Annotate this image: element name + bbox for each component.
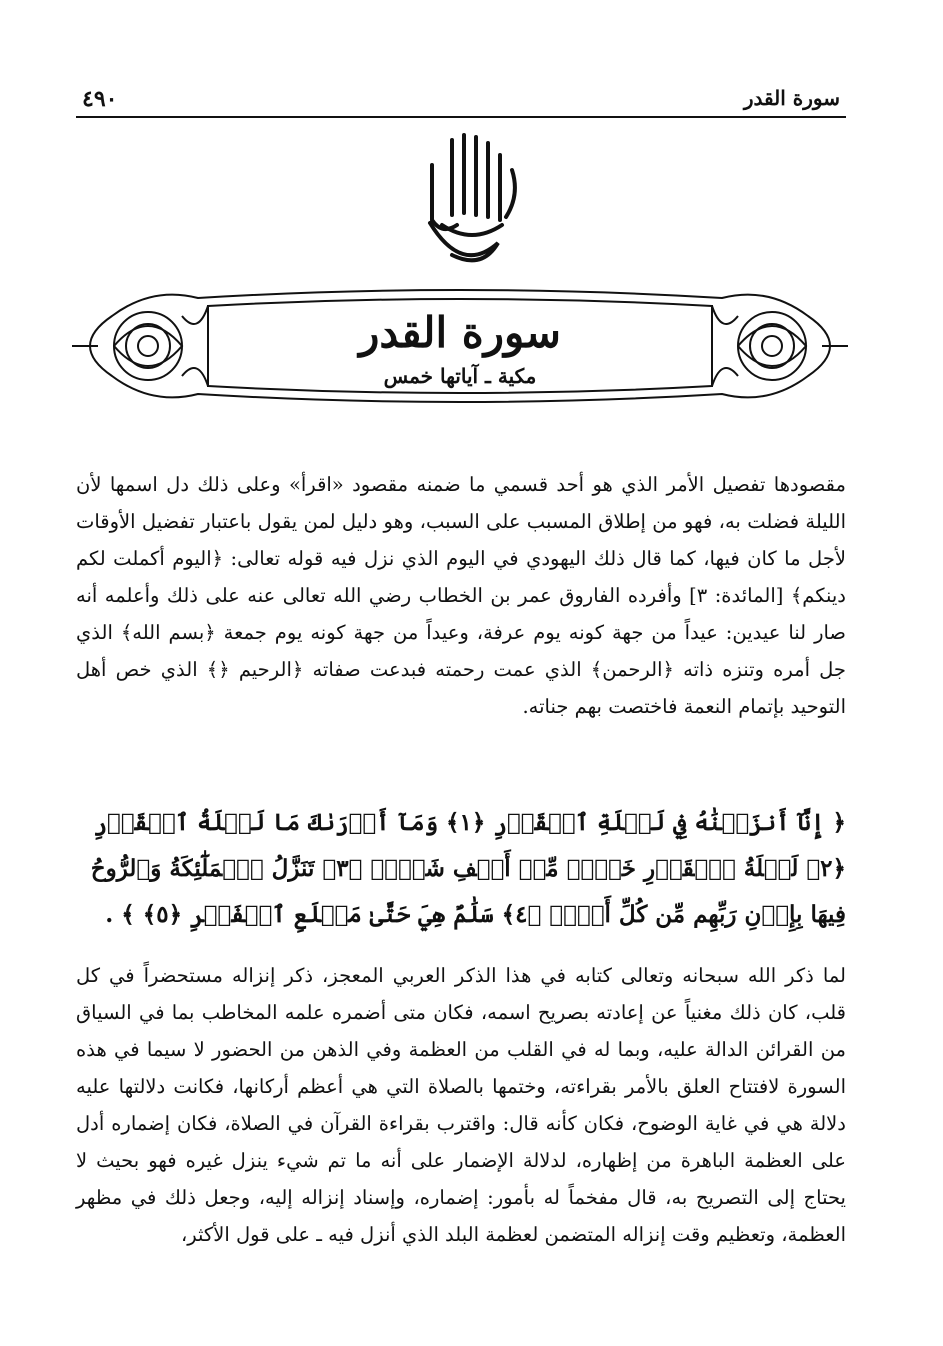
intro-paragraph: مقصودها تفصيل الأمر الذي هو أحد قسمي ما ضمنه مقصود «اقرأ» وعلى ذلك دل اسمها لأن الليلة فضلت به، فهو من إطلاق المسبب على السبب، وهو دليل لمن يقول باعتبار تفضيل الأوقات لأجل ما كان فيها، كما قال ذلك اليهودي في اليوم الذي نزل فيه قوله تعالى: ﴿اليوم أكملت لكم دينكم﴾ [المائدة: ٣] وأفرده الفاروق عمر بن الخطاب رضي الله تعالى عنه على ذلك وأعلمه أنه صار لنا عيدين: عيداً من جهة كونه يوم عرفة، وعيداً من جهة كونه يوم جمعة ﴿بسم الله﴾ الذي جل أمره وتنزه ذاته ﴿الرحمن﴾ الذي عمت رحمته فبدعت صفاته ﴿الرحيم ﴿﴾ الذي خص أهل التوحيد بإتمام النعمة فاختصت بهم جناته.: [76, 473, 846, 718]
page-header: [76, 80, 846, 118]
page-number: ٤٩٠: [82, 86, 118, 112]
quran-verses: ﴿ إِنَّآ أَنزَلۡنَٰهُ فِي لَيۡلَةِ ٱلۡقَدۡرِ ﴿١﴾ وَمَآ أَدۡرَىٰكَ مَا لَيۡلَةُ ٱلۡقَدۡرِ ﴿٢﴾ لَيۡلَةُ ٱلۡقَدۡرِ خَيۡرٞ مِّنۡ أَلۡفِ شَهۡرٖ ﴿٣﴾ تَنَزَّلُ ٱلۡمَلَٰٓئِكَةُ وَٱلرُّوحُ فِيهَا بِإِذۡنِ رَبِّهِم مِّن كُلِّ أَمۡرٖ ﴿٤﴾ سَلَٰمٌ هِيَ حَتَّىٰ مَطۡلَعِ ٱلۡفَجۡرِ ﴿٥﴾ ﴾ .: [90, 809, 846, 928]
surah-name: سورة القدر: [359, 308, 561, 357]
surah-title-frame: [68, 276, 852, 416]
surah-info: مكية ـ آياتها خمس: [383, 364, 537, 388]
commentary-paragraph: لما ذكر الله سبحانه وتعالى كتابه في هذا الذكر العربي المعجز، ذكر إنزاله مستحضراً في كل قلب، كان ذلك مغنياً عن إعادته بصريح اسمه، فكان متى أضمره علمه المخاطب بما في السياق من القرائن الدالة عليه، وبما له في القلب من العظمة وفي الذهن من الحضور لا سيما في هذه السورة لافتتاح العلق بالأمر بقراءته، وختمها بالصلاة التي هي أعظم أركانها، فكانت دلالتها عليه دلالة هي في غاية الوضوح، فكان كأنه قال: واقترب بقراءة القرآن في الصلاة، فكان إضماره أدل على العظمة الباهرة من إظهاره، لدلالة الإضمار على أنه ما تم شيء ينزل غيره فهو بحيث لا يحتاج إلى التصريح به، قال مفخماً له بأمور: إضماره، وإسناد إنزاله إليه، وجعل ذلك في مظهر العظمة، وتعظيم وقت إنزاله المتضمن لعظمة البلد الذي أنزل فيه ـ على قول الأكثر،: [76, 964, 846, 1246]
running-title: سورة القدر: [743, 86, 840, 110]
basmala-calligraphy: [0, 125, 943, 275]
